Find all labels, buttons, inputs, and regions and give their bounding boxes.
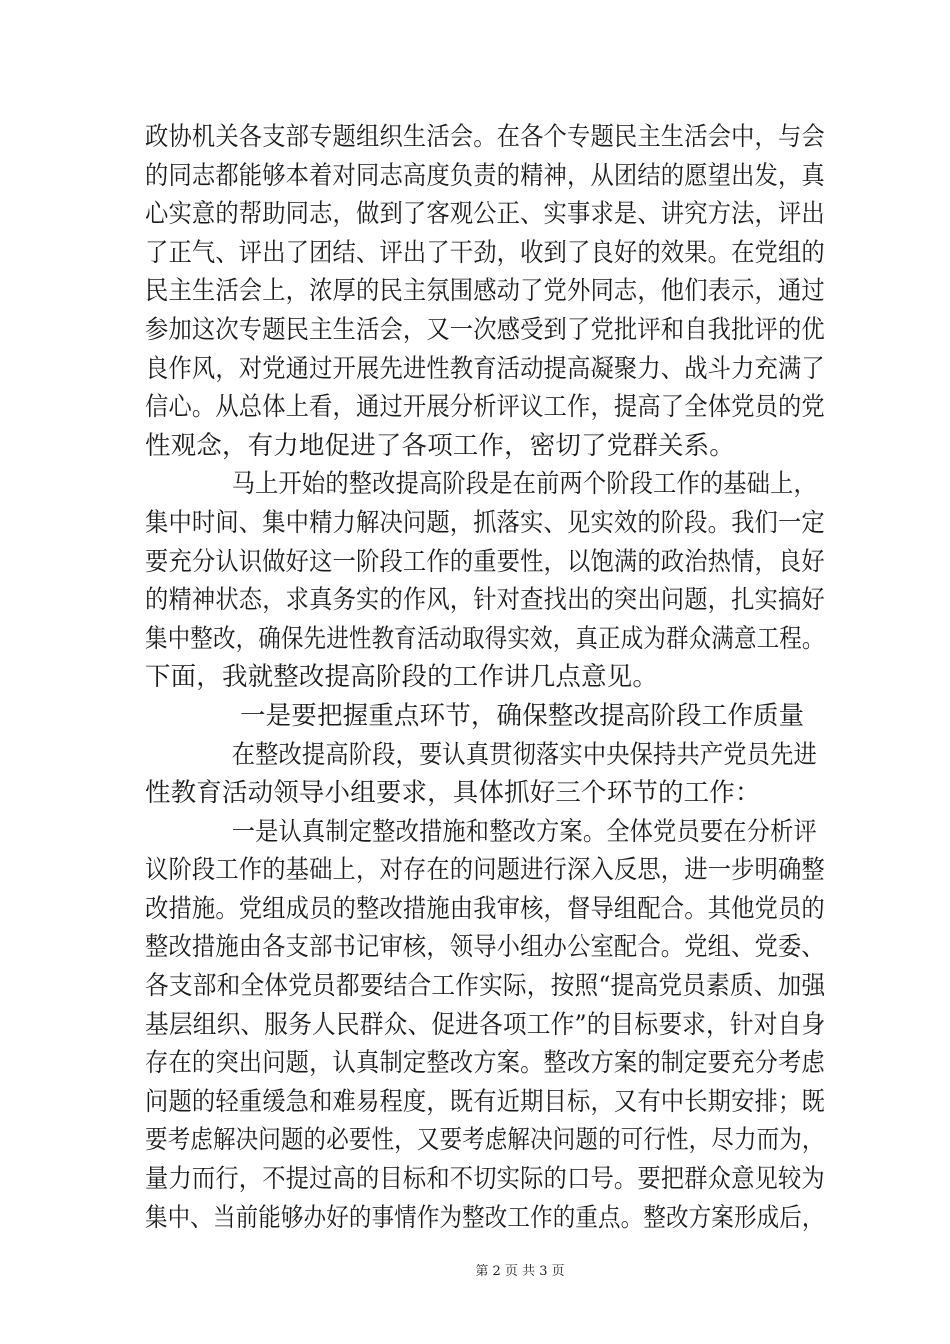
- text-line: 要充分认识做好这一阶段工作的重要性，以饱满的政治热情，良好: [145, 546, 825, 577]
- text-line: 政协机关各支部专题组织生活会。在各个专题民主生活会中，与会: [145, 122, 825, 152]
- text-line: 改措施。党组成员的整改措施由我审核，督导组配合。其他党员的: [145, 893, 825, 924]
- text-line: 参加这次专题民主生活会，又一次感受到了党批评和自我批评的优: [145, 314, 825, 345]
- text-line: 整改措施由各支部书记审核，领导小组办公室配合。党组、党委、: [145, 932, 825, 963]
- text-line: 性观念，有力地促进了各项工作，密切了党群关系。: [145, 430, 735, 461]
- text-line: 信心。从总体上看，通过开展分析评议工作，提高了全体党员的党: [145, 392, 825, 423]
- text-line: 了正气、评出了团结、评出了干劲，收到了良好的效果。在党组的: [145, 237, 825, 268]
- page-footer: 第 2 页 共 3 页: [475, 1264, 565, 1279]
- text-line: 良作风，对党通过开展先进性教育活动提高凝聚力、战斗力充满了: [145, 353, 825, 384]
- text-line: 一是认真制定整改措施和整改方案。全体党员要在分析评: [231, 816, 817, 847]
- text-line: 各支部和全体党员都要结合工作实际，按照“提高党员素质、加强: [145, 971, 826, 1002]
- text-line: 心实意的帮助同志，做到了客观公正、实事求是、讲究方法，评出: [145, 199, 825, 230]
- body-text: [145, 118, 825, 1237]
- text-line: 议阶段工作的基础上，对存在的问题进行深入反思，进一步明确整: [145, 855, 825, 886]
- text-line: 集中整改，确保先进性教育活动取得实效，真正成为群众满意工程。: [145, 623, 825, 654]
- text-line: 的同志都能够本着对同志高度负责的精神，从团结的愿望出发，真: [145, 160, 825, 191]
- text-line: 马上开始的整改提高阶段是在前两个阶段工作的基础上，: [231, 469, 817, 500]
- text-line: 的精神状态，求真务实的作风，针对查找出的突出问题，扎实搞好: [145, 585, 825, 616]
- text-line: 问题的轻重缓急和难易程度，既有近期目标，又有中长期安排；既: [145, 1086, 825, 1117]
- text-line: 要考虑解决问题的必要性，又要考虑解决问题的可行性，尽力而为，: [145, 1125, 825, 1156]
- text-line: 量力而行，不提过高的目标和不切实际的口号。要把群众意见较为: [145, 1164, 825, 1195]
- text-line: 集中时间、集中精力解决问题，抓落实、见实效的阶段。我们一定: [145, 507, 825, 538]
- text-line: 基层组织、服务人民群众、促进各项工作”的目标要求，针对自身: [145, 1009, 826, 1040]
- text-line: 民主生活会上，浓厚的民主氛围感动了党外同志，他们表示，通过: [145, 276, 825, 307]
- text-line: 性教育活动领导小组要求，具体抓好三个环节的工作：: [145, 778, 761, 809]
- text-line: 下面，我就整改提高阶段的工作讲几点意见。: [145, 662, 659, 693]
- text-line: 一是要把握重点环节，确保整改提高阶段工作质量: [240, 700, 805, 731]
- text-line: 存在的突出问题，认真制定整改方案。整改方案的制定要充分考虑: [145, 1048, 825, 1079]
- text-line: 集中、当前能够办好的事情作为整改工作的重点。整改方案形成后，: [145, 1202, 825, 1233]
- text-line: 在整改提高阶段，要认真贯彻落实中央保持共产党员先进: [231, 739, 817, 770]
